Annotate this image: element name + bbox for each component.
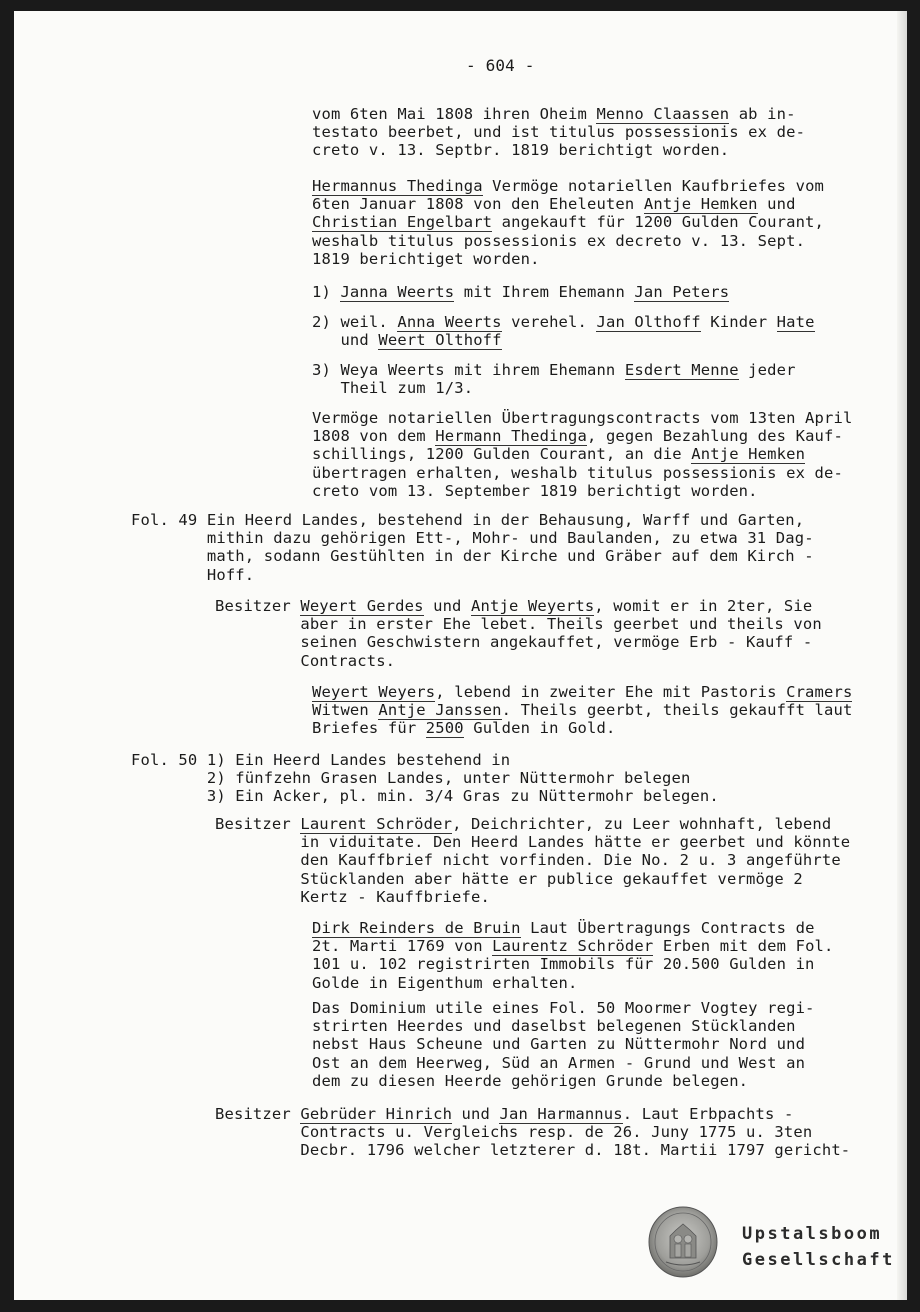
text-segment: und (423, 597, 472, 615)
text-line (215, 851, 841, 869)
text-segment: nebst Haus Scheune und Garten zu Nüttermohr Nord und (312, 1035, 806, 1054)
underlined-name: Antje Janssen (378, 701, 502, 720)
text-line (312, 379, 473, 397)
text-line (215, 633, 812, 651)
text-segment: 1) (312, 283, 341, 301)
text-line (215, 833, 850, 851)
text-line (131, 787, 719, 805)
document-page (14, 11, 907, 1300)
text-line (312, 177, 824, 195)
underlined-name: Anna Weerts (397, 313, 502, 331)
logo-text-upstalsboom: Upstalsboom (742, 1224, 883, 1244)
underlined-name: Antje Weyerts (471, 597, 595, 615)
text-line (131, 511, 804, 529)
text-segment: Golde in Eigenthum erhalten. (312, 973, 578, 992)
underlined-name: Gebrüder Hinrich (300, 1105, 453, 1123)
text-line (312, 105, 796, 123)
text-segment: creto vom 13. September 1819 berichtigt worden. (312, 481, 758, 500)
text-segment: 3) Weya Weerts mit ihrem Ehemann (312, 361, 625, 379)
text-line (215, 888, 490, 906)
underlined-name: Weyert Gerdes (300, 597, 424, 615)
text-segment: übertragen erhalten, weshalb titulus possessionis ex de- (312, 463, 843, 482)
text-line (131, 769, 690, 787)
underlined-name: Jan Peters (634, 283, 730, 301)
text-segment: Contracts u. Vergleichs resp. de 26. Juny 1775 u. 3ten (215, 1123, 813, 1142)
text-segment: Das Dominium utile eines Fol. 50 Moormer Vogtey regi- (312, 999, 815, 1017)
text-line (312, 361, 796, 379)
underlined-name: Antje Hemken (691, 445, 806, 464)
text-segment: ab in- (729, 105, 796, 123)
text-segment: 6ten Januar 1808 von den Eheleuten (312, 195, 644, 214)
text-segment: seinen Geschwistern angekauffet, vermöge Erb - Kauff - (215, 633, 813, 652)
text-segment: Fol. 50 1) Ein Heerd Landes bestehend in (131, 751, 511, 769)
text-line (312, 974, 578, 992)
text-segment: vom 6ten Mai 1808 ihren Oheim (312, 105, 597, 123)
text-line (131, 566, 254, 584)
text-line (215, 870, 803, 888)
underlined-name: Antje Hemken (643, 195, 758, 214)
text-segment: Kinder (700, 313, 777, 331)
underlined-name: Dirk Reinders de Bruin (312, 919, 521, 937)
text-segment: testato beerbet, und ist titulus possessionis ex de- (312, 123, 806, 142)
text-segment: Besitzer (215, 815, 301, 833)
text-line (215, 815, 831, 833)
text-segment: 3) Ein Acker, pl. min. 3/4 Gras zu Nüttermohr belegen. (131, 787, 719, 806)
underlined-name: Menno Claassen (596, 105, 730, 123)
text-line (312, 683, 852, 701)
text-segment: Vermöge notariellen Übertragungscontracts vom 13ten April (312, 409, 853, 427)
text-segment: , Deichrichter, zu Leer wohnhaft, lebend (452, 815, 832, 833)
text-line (312, 1054, 805, 1072)
text-segment: mithin dazu gehörigen Ett-, Mohr- und Baulanden, zu etwa 31 Dag- (131, 529, 814, 548)
text-segment: schillings, 1200 Gulden Courant, an die (312, 445, 692, 464)
text-line (312, 123, 805, 141)
text-segment: Erben mit dem Fol. (653, 937, 834, 956)
text-segment: , lebend in zweiter Ehe mit Pastoris (435, 683, 787, 701)
text-line (215, 652, 395, 670)
text-segment: Briefes für (312, 719, 426, 738)
underlined-name: Hermannus Thedinga (312, 177, 483, 195)
text-segment: angekauft für 1200 Gulden Courant, (492, 213, 825, 232)
text-segment: 101 u. 102 registrirten Immobils für 20.500 Gulden in (312, 955, 815, 974)
text-segment: 2t. Marti 1769 von (312, 937, 493, 956)
text-segment: jeder (738, 361, 796, 379)
text-line (131, 751, 510, 769)
society-seal-logo (648, 1206, 718, 1278)
text-segment: Theil zum 1/3. (312, 379, 474, 398)
text-segment: math, sodann Gestühlten in der Kirche und Gräber auf dem Kirch - (131, 547, 814, 566)
text-segment: den Kauffbrief nicht vorfinden. Die No. 2 u. 3 angeführte (215, 851, 841, 870)
text-line (215, 615, 822, 633)
text-line (312, 1072, 748, 1090)
text-line (312, 955, 815, 973)
text-segment: Witwen (312, 701, 379, 720)
text-segment: Besitzer (215, 1105, 301, 1123)
text-segment: Vermöge notariellen Kaufbriefes vom (482, 177, 825, 195)
text-line (131, 529, 814, 547)
text-segment: dem zu diesen Heerde gehörigen Grunde belegen. (312, 1071, 749, 1090)
text-segment: und (757, 195, 796, 214)
text-line (215, 1141, 850, 1159)
text-segment: Laut Übertragungs Contracts de (520, 919, 815, 937)
text-segment: 1808 von dem (312, 427, 436, 446)
text-segment: verehel. (501, 313, 597, 331)
text-segment: , gegen Bezahlung des Kauf- (586, 427, 843, 446)
page-edge-shadow (897, 11, 907, 1300)
text-line (312, 719, 615, 737)
text-line (215, 1123, 812, 1141)
text-line (312, 919, 815, 937)
text-segment: 1819 berichtiget worden. (312, 249, 540, 268)
text-line (312, 232, 805, 250)
text-segment: Besitzer (215, 597, 301, 615)
underlined-name: Weert Olthoff (378, 331, 502, 350)
underlined-name: Weyert Weyers (312, 683, 436, 701)
text-segment: Gulden in Gold. (463, 719, 616, 738)
text-segment: Stücklanden aber hätte er publice gekauffet vermöge 2 (215, 869, 803, 888)
text-segment: Hoff. (131, 565, 255, 584)
text-segment: . Theils geerbt, theils gekaufft laut (501, 701, 853, 720)
text-line (312, 937, 834, 955)
text-line (312, 213, 824, 231)
underlined-name: Christian Engelbart (312, 213, 493, 232)
text-line (312, 283, 729, 301)
text-segment: in viduitate. Den Heerd Landes hätte er geerbet und könnte (215, 833, 851, 852)
text-segment: Fol. 49 Ein Heerd Landes, bestehend in der Behausung, Warff und Garten, (131, 511, 805, 529)
underlined-name: Laurentz Schröder (492, 937, 654, 956)
text-segment: creto v. 13. Septbr. 1819 berichtigt worden. (312, 141, 730, 160)
text-segment: und (452, 1105, 500, 1123)
text-line (312, 482, 758, 500)
underlined-name: 2500 (425, 719, 464, 738)
text-segment: aber in erster Ehe lebet. Theils geerbet und theils von (215, 615, 822, 634)
text-line (312, 250, 540, 268)
text-line (312, 445, 805, 463)
underlined-name: Esdert Menne (624, 361, 739, 379)
text-line (312, 1035, 805, 1053)
text-line (312, 1017, 796, 1035)
text-segment: , womit er in 2ter, Sie (594, 597, 813, 615)
text-line (312, 331, 502, 349)
text-segment: Contracts. (215, 651, 396, 670)
underlined-name: Cramers (786, 683, 853, 701)
text-line (312, 999, 815, 1017)
logo-text-gesellschaft: Gesellschaft (742, 1250, 895, 1270)
text-segment: Decbr. 1796 welcher letzterer d. 18t. Martii 1797 gericht- (215, 1141, 851, 1160)
text-line (312, 464, 843, 482)
text-segment: weshalb titulus possessionis ex decreto v. 13. Sept. (312, 231, 806, 250)
underlined-name: Laurent Schröder (300, 815, 453, 833)
text-segment: 2) weil. (312, 313, 398, 331)
text-segment: . Laut Erbpachts - (622, 1105, 794, 1123)
underlined-name: Hate (776, 313, 815, 331)
underlined-name: Jan Harmannus (499, 1105, 623, 1123)
text-line (131, 547, 814, 565)
text-segment: Kertz - Kauffbriefe. (215, 887, 490, 906)
text-line (215, 597, 812, 615)
text-segment: Ost an dem Heerweg, Süd an Armen - Grund und West an (312, 1053, 806, 1072)
text-segment: und (312, 331, 379, 350)
text-line (312, 313, 815, 331)
text-line (312, 409, 852, 427)
text-segment: 2) fünfzehn Grasen Landes, unter Nüttermohr belegen (131, 769, 691, 788)
underlined-name: Hermann Thedinga (435, 427, 587, 446)
text-line (312, 195, 796, 213)
page-number: - 604 - (466, 56, 535, 75)
text-line (215, 1105, 793, 1123)
underlined-name: Janna Weerts (340, 283, 455, 301)
text-line (312, 427, 843, 445)
text-line (312, 701, 852, 719)
text-segment: mit Ihrem Ehemann (454, 283, 635, 301)
text-line (312, 141, 729, 159)
text-segment: strirten Heerdes und daselbst belegenen Stücklanden (312, 1017, 796, 1036)
underlined-name: Jan Olthoff (596, 313, 701, 331)
